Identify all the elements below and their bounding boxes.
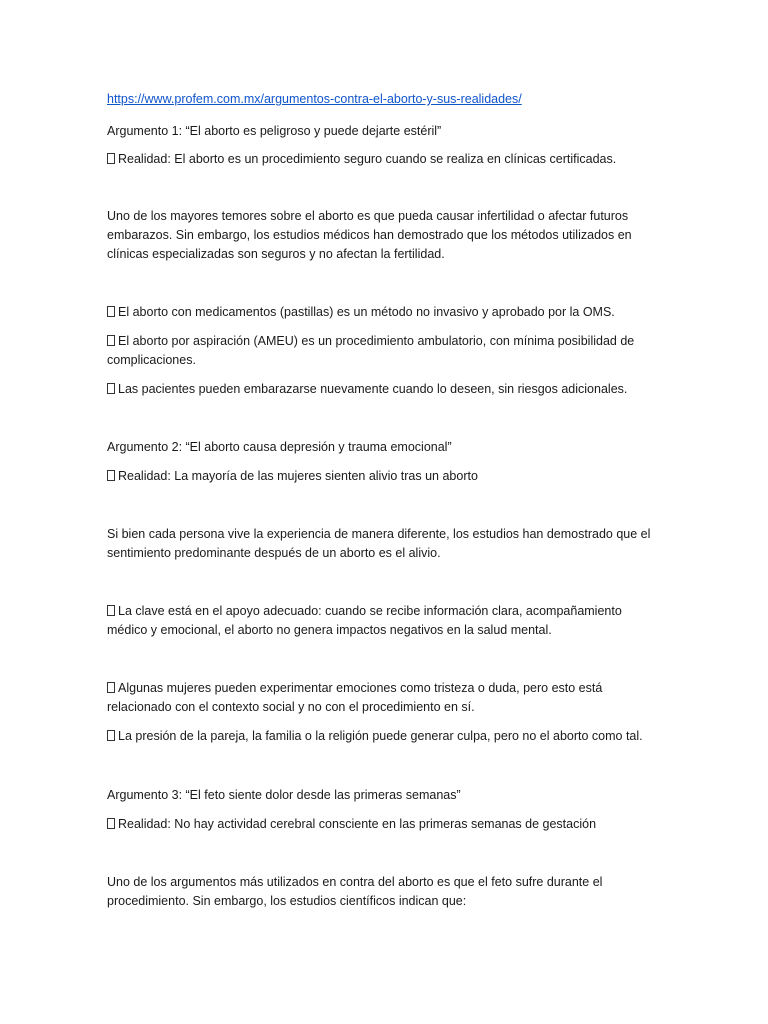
bullet-box-icon <box>107 730 115 741</box>
bullet-support: La clave está en el apoyo adecuado: cuando se recibe información clara, acompañamiento médico y emocional, el aborto no genera impactos negativos en la salud mental. <box>107 604 622 637</box>
bullet-emotions: Algunas mujeres pueden experimentar emociones como tristeza o duda, pero esto está relacionado con el contexto social y no con el procedimiento en sí. <box>107 681 603 714</box>
bullet-box-icon <box>107 383 115 394</box>
bullet-pressure: La presión de la pareja, la familia o la religión puede generar culpa, pero no el aborto como tal. <box>107 727 643 746</box>
paragraph-pain: Uno de los argumentos más utilizados en contra del aborto es que el feto sufre durante el procedimiento. Sin embargo, los estudios científicos indican que: <box>107 875 603 908</box>
heading-argument-1: Argumento 1: “El aborto es peligroso y puede dejarte estéril” <box>107 124 442 138</box>
bullet-box-icon <box>107 682 115 693</box>
paragraph-fertility: Uno de los mayores temores sobre el aborto es que pueda causar infertilidad o afectar futuros embarazos. Sin embargo, los estudios médicos han demostrado que los métodos utilizados en clínicas especializadas son seguros y no afectan la fertilidad. <box>107 209 632 261</box>
bullet-reality-1: Realidad: El aborto es un procedimiento seguro cuando se realiza en clínicas certificadas. <box>107 150 616 169</box>
bullet-box-icon <box>107 818 115 829</box>
paragraph-relief: Si bien cada persona vive la experiencia de manera diferente, los estudios han demostrado que el sentimiento predominante después de un aborto es el alivio. <box>107 527 651 560</box>
heading-argument-2: Argumento 2: “El aborto causa depresión y trauma emocional” <box>107 440 452 454</box>
bullet-box-icon <box>107 306 115 317</box>
source-link[interactable]: https://www.profem.com.mx/argumentos-contra-el-aborto-y-sus-realidades/ <box>107 92 522 106</box>
bullet-box-icon <box>107 153 115 164</box>
bullet-box-icon <box>107 335 115 346</box>
bullet-aspiration: El aborto por aspiración (AMEU) es un procedimiento ambulatorio, con mínima posibilidad de complicaciones. <box>107 334 635 367</box>
bullet-medication: El aborto con medicamentos (pastillas) es un método no invasivo y aprobado por la OMS. <box>107 303 615 322</box>
bullet-reality-2: Realidad: La mayoría de las mujeres sienten alivio tras un aborto <box>107 467 478 486</box>
bullet-pregnancy: Las pacientes pueden embarazarse nuevamente cuando lo deseen, sin riesgos adicionales. <box>107 380 627 399</box>
bullet-box-icon <box>107 470 115 481</box>
heading-argument-3: Argumento 3: “El feto siente dolor desde las primeras semanas” <box>107 788 461 802</box>
bullet-box-icon <box>107 605 115 616</box>
bullet-reality-3: Realidad: No hay actividad cerebral consciente en las primeras semanas de gestación <box>107 815 596 834</box>
